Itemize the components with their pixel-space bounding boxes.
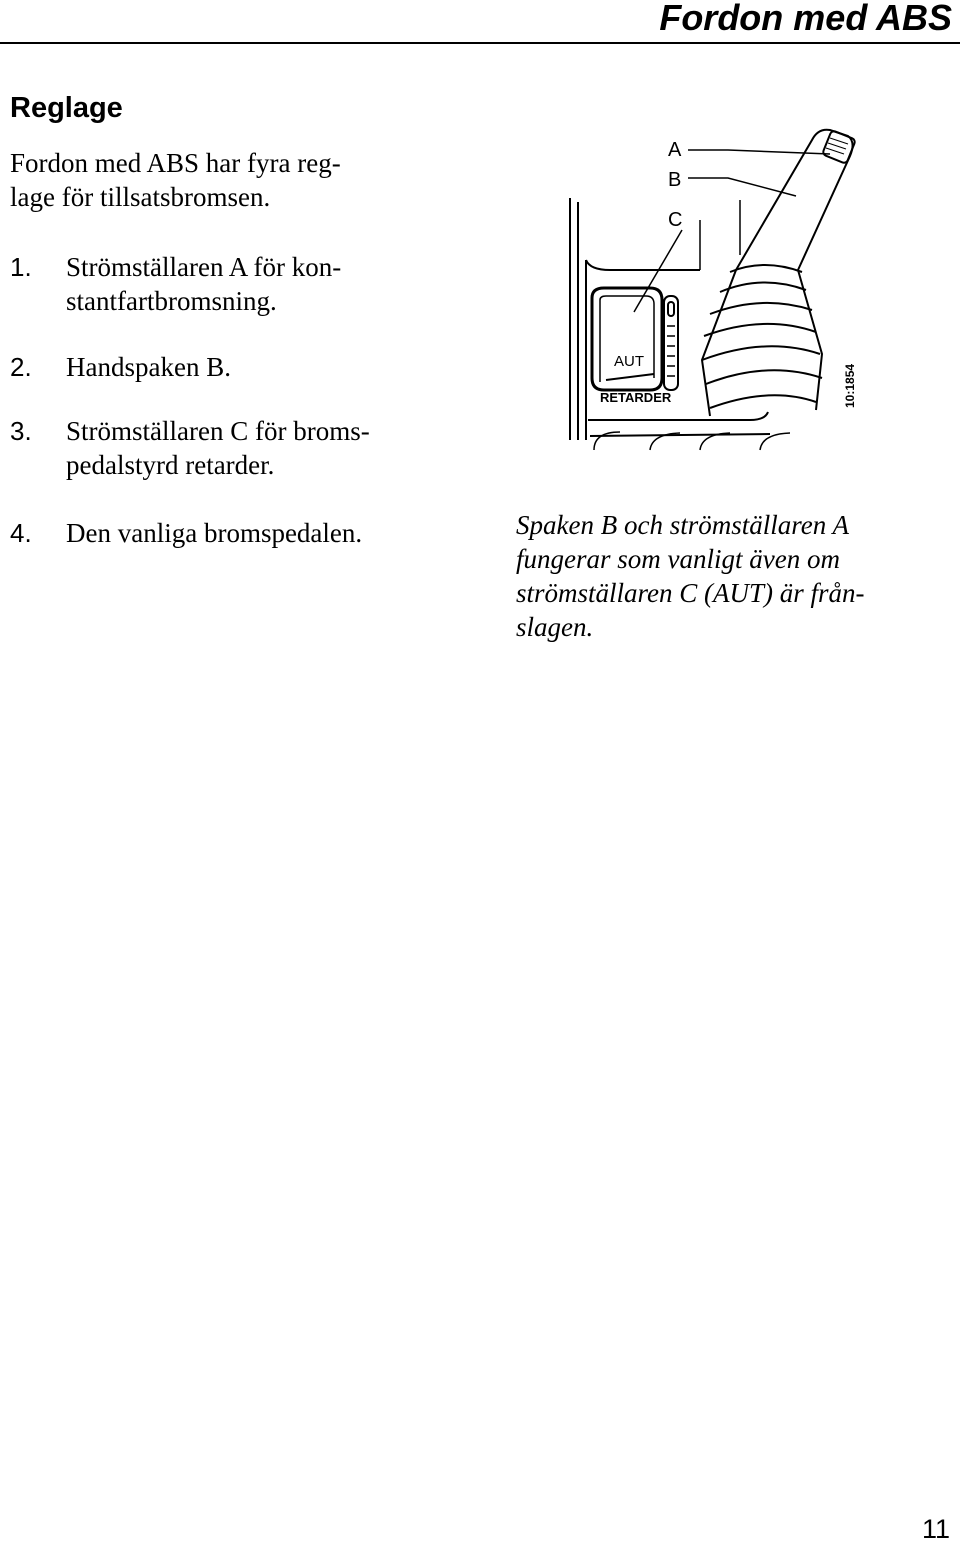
figure-caption: [516, 508, 956, 644]
retarder-control-illustration: [550, 120, 870, 460]
caption-line: slagen.: [516, 612, 594, 642]
aut-label: AUT: [614, 353, 644, 370]
list-text: [66, 516, 486, 550]
caption-line: fungerar som vanligt även om: [516, 544, 840, 574]
caption-line: strömställaren C (AUT) är från-: [516, 578, 865, 608]
intro-paragraph: [10, 146, 440, 214]
callout-c: C: [668, 209, 683, 231]
list-text: [66, 414, 486, 482]
header-rule: [0, 42, 960, 44]
handbrake-lever: [702, 130, 856, 416]
list-number: 3.: [10, 416, 32, 446]
list-line: pedalstyrd retarder.: [66, 450, 275, 480]
running-header: Fordon med ABS: [659, 0, 952, 38]
aut-switch: [592, 288, 662, 390]
caption-line: Spaken B och strömställaren A: [516, 510, 849, 540]
list-line: Den vanliga bromspedalen.: [66, 518, 363, 548]
callout-a: A: [668, 139, 682, 161]
intro-line: lage för tillsatsbromsen.: [10, 182, 271, 212]
list-text: [66, 250, 486, 318]
list-number: 2.: [10, 352, 32, 382]
page-number: 11: [921, 1514, 950, 1544]
list-text: [66, 350, 486, 384]
section-heading: Reglage: [10, 92, 123, 124]
list-line: Handspaken B.: [66, 352, 231, 382]
indicator-strip: [664, 296, 678, 390]
list-number: 4.: [10, 518, 32, 548]
figure-code: 10:1854: [843, 363, 857, 408]
retarder-label: RETARDER: [600, 390, 672, 405]
callout-b: B: [668, 169, 682, 191]
list-line: Strömställaren A för kon-: [66, 252, 342, 282]
list-line: Strömställaren C för broms-: [66, 416, 370, 446]
list-number: 1.: [10, 252, 32, 282]
list-line: stantfartbromsning.: [66, 286, 277, 316]
intro-line: Fordon med ABS har fyra reg-: [10, 148, 341, 178]
